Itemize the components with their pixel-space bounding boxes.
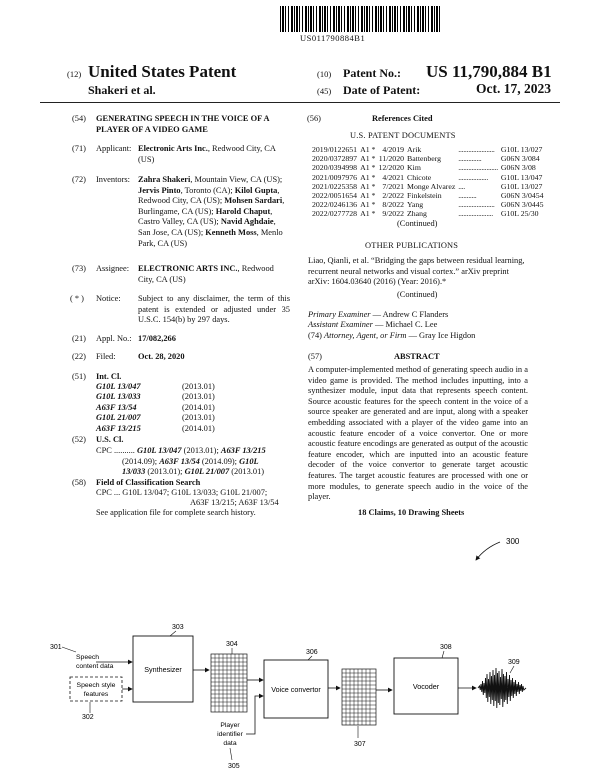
reference-date: 4/2019 [382,145,405,154]
reference-name: Zhang [407,209,427,219]
reference-dots: .................. [458,172,488,182]
header-code-10: (10) [317,69,332,79]
field-cpc-line2: A63F 13/215; A63F 13/54 [190,498,279,507]
intcl-year: (2013.01) [182,392,215,402]
reference-cls: G10L 25/30 [500,209,539,219]
assignee-code: (73) [72,264,86,273]
reference-row [312,182,547,191]
references-table [312,145,547,219]
ref-305: 305 [228,763,240,770]
reference-kind: A1 * [360,145,376,154]
patent-no-label: Patent No.: [343,66,401,80]
refs-title: References Cited [372,114,433,123]
intcl-row [96,403,215,413]
intcl-class: G10L 13/047 [96,382,141,391]
reference-kind: A1 * [360,163,376,173]
reference-kind: A1 * [360,181,376,191]
header-code-12: (12) [67,69,82,79]
appl-number: 17/082,266 [138,334,176,343]
reference-kind: A1 * [360,191,376,201]
reference-date: 11/2020 [378,154,405,164]
reference-row [312,154,547,163]
reference-no: 2020/0372897 [312,154,358,164]
feature-grid-307 [342,669,376,725]
intcl-row [96,413,215,423]
notice-code: ( * ) [70,294,84,303]
intcl-year: (2013.01) [182,382,215,391]
intcl-class: A63F 13/54 [96,402,137,412]
other-pubs-title: OTHER PUBLICATIONS [365,241,459,250]
notice-text: Subject to any disclaimer, the term of this patent is extended or adjusted under 35 U.S.C. 154(b) by 297 days. [138,294,290,325]
reference-row [312,191,547,200]
field-see-note: See application file for complete search history. [96,508,256,517]
inventors-list: Zahra Shakeri, Mountain View, CA (US); Jervis Pinto, Toronto (CA); Kilol Gupta, Redwood City, CA (US); Mohsen Sardari, Burlingame, CA (US); Harold Chaput, Castro Valley, CA (US); Navid Aghdaie, San Jose, CA (US); Kenneth Moss, Menlo Park, CA (US) [138,175,285,248]
arrow-player-to-vc [246,696,263,734]
ref-309: 309 [508,659,520,666]
ref-300-leader [476,542,500,560]
reference-name: Monge Alvarez [407,181,456,191]
leader-301 [62,647,76,652]
notice-label: Notice: [96,294,121,303]
reference-no: 2021/0097976 [312,172,358,182]
appl-code: (21) [72,334,86,343]
synthesizer-label: Synthesizer [144,665,182,674]
patent-title: GENERATING SPEECH IN THE VOICE OF A PLAYER OF A VIDEO GAME [96,114,270,134]
refs-code: (56) [307,114,321,123]
cpc-classification: CPC .......... G10L 13/047 (2013.01); A63F 13/215 (2014.09); A63F 13/54 (2014.09); G10L 13/033 (2013.01); G10L 21/007 (2013.01) [96,446,266,477]
assistant-examiner: Assistant Examiner — Michael C. Lee [308,320,438,329]
uscl-label: U.S. Cl. [96,435,124,444]
leader-303 [170,631,176,636]
filed-date: Oct. 28, 2020 [138,352,185,361]
intcl-year: (2013.01) [182,413,215,423]
speech-style-label-2: features [83,691,109,698]
waveform-audio-icon [478,668,526,708]
reference-row [312,209,547,218]
first-inventor-et-al: Shakeri et al. [88,83,156,97]
reference-kind: A1 * [360,209,376,219]
date-of-patent-value: Oct. 17, 2023 [476,81,551,96]
player-id-label-3: data [223,740,237,747]
assignee-label: Assignee: [96,264,130,273]
reference-cls: G10L 13/047 [500,172,543,182]
barcode-number: US011790884B1 [300,33,366,43]
intcl-class: A63F 13/215 [96,423,141,433]
inventors-code: (72) [72,175,86,184]
reference-cls: G10L 13/027 [500,145,543,154]
player-id-label-2: identifier [217,731,243,738]
reference-name: Arik [407,145,422,154]
reference-cls: G06N 3/08 [500,163,536,173]
intcl-class: G10L 13/033 [96,392,141,402]
reference-no: 2020/0394998 [312,163,358,173]
reference-name: Chicote [407,172,432,182]
leader-308 [442,651,444,658]
intcl-code: (51) [72,372,86,381]
ref-307: 307 [354,741,366,748]
ref-301: 301 [50,644,62,651]
abstract-text: A computer-implemented method of generating speech audio in a video game is provided. The method includes inputting, into a synthesizer module, input data that represents speech content. Source acoustic features for the speech content in the voice of a source speaker are generated and are input, along with a speaker embedding associated with a player of the video game into an acoustic feature encoder of a voice convertor. One or more acoustic feature encodings are generated as output of the acoustic feature encoder, which are inputted into an acoustic feature decoder of the voice convertor to generate target acoustic features. The target acoustic features are processed with one or more modules, to generate speech audio in the voice of the player. [308,365,528,502]
primary-examiner: Primary Examiner — Andrew C Flanders [308,310,449,319]
inventors-label: Inventors: [96,175,130,184]
header-code-45: (45) [317,86,332,96]
ref-304: 304 [226,641,238,648]
reference-date: 7/2021 [382,181,405,191]
attorney: (74) Attorney, Agent, or Firm — Gray Ice Higdon [308,331,476,340]
voice-convertor-label: Voice convertor [271,685,321,694]
reference-no: 2022/0051654 [312,191,358,201]
speech-content-label-2: content data [76,663,114,670]
continued-2: (Continued) [397,290,438,299]
reference-dots: ........... [458,191,477,201]
uscl-code: (52) [72,435,86,444]
intcl-table [96,382,215,434]
reference-cls: G06N 3/0454 [500,191,544,201]
reference-dots: ........................ [458,163,498,173]
header-rule [40,102,560,103]
filed-label: Filed: [96,352,116,361]
reference-cls: G06N 3/084 [500,154,540,164]
reference-date: 4/2021 [382,172,405,182]
reference-cls: G10L 13/027 [500,181,543,191]
intcl-row [96,424,215,434]
reference-no: 2019/0122651 [312,145,358,154]
reference-name: Yang [407,200,424,210]
reference-name: Kim [407,163,421,173]
speech-content-label-1: Speech [76,654,100,661]
reference-kind: A1 * [360,200,376,210]
patent-no-value: US 11,790,884 B1 [426,62,552,81]
assignee-value: ELECTRONIC ARTS INC., Redwood City, CA (US) [138,264,274,284]
leader-309 [510,666,514,673]
reference-row [312,163,547,172]
field-cpc-line1: CPC ... G10L 13/047; G10L 13/033; G10L 21/007; [96,488,268,497]
filed-code: (22) [72,352,86,361]
ref-300: 300 [506,537,520,546]
reference-dots: ...................... [458,145,495,154]
reference-kind: A1 * [360,154,376,164]
reference-no: 2022/0277728 [312,209,358,219]
abstract-code: (57) [308,352,322,361]
feature-grid-304 [211,654,247,712]
speech-style-label-1: Speech style [76,682,116,689]
reference-kind: A1 * [360,172,376,182]
reference-name: Finkelstein [407,191,442,201]
vocoder-label: Vocoder [412,682,440,691]
intcl-year: (2014.01) [182,423,215,433]
reference-dots: .... [458,181,465,191]
reference-name: Battenberg [407,154,442,164]
reference-row [312,200,547,209]
reference-no: 2022/0246136 [312,200,358,210]
reference-date: 2/2022 [382,191,405,201]
leader-305 [230,748,232,760]
date-of-patent-label: Date of Patent: [343,83,421,97]
barcode [280,6,440,32]
intcl-label: Int. Cl. [96,372,122,381]
ref-303: 303 [172,624,184,631]
reference-date: 12/2020 [378,163,405,173]
claims-count: 18 Claims, 10 Drawing Sheets [358,508,465,517]
other-publication: Liao, Qianli, et al. “Bridging the gaps between residual learning, recurrent neural networks and visual cortex.” arXiv preprint arXiv: 1604.03640 (2016) (Year: 2016).* [308,256,525,287]
applicant-label: Applicant: [96,144,132,153]
reference-dots: ..................... [458,209,493,219]
reference-cls: G06N 3/0445 [500,200,544,210]
reference-no: 2021/0225358 [312,181,358,191]
reference-row [312,145,547,154]
intcl-row [96,382,215,392]
patent-office-title: United States Patent [88,62,237,81]
title-code: (54) [72,114,86,123]
ref-308: 308 [440,644,452,651]
us-docs-title: U.S. PATENT DOCUMENTS [350,131,456,140]
applicant-code: (71) [72,144,86,153]
ref-302: 302 [82,714,94,721]
figure-diagram [0,530,600,772]
reference-row [312,173,547,182]
ref-306: 306 [306,649,318,656]
reference-dots: ...................... [458,200,495,210]
field-code: (58) [72,478,86,487]
intcl-year: (2014.01) [182,402,215,412]
reference-dots: .............. [458,154,482,164]
appl-label: Appl. No.: [96,334,132,343]
intcl-row [96,392,215,402]
field-label: Field of Classification Search [96,478,201,487]
player-id-label-1: Player [220,722,240,729]
intcl-class: G10L 21/007 [96,413,141,423]
continued-1: (Continued) [397,219,438,228]
applicant-value: Electronic Arts Inc., Redwood City, CA (US) [138,144,276,164]
reference-date: 9/2022 [382,209,405,219]
abstract-title: ABSTRACT [394,352,440,361]
reference-date: 8/2022 [382,200,405,210]
leader-306 [308,656,312,660]
